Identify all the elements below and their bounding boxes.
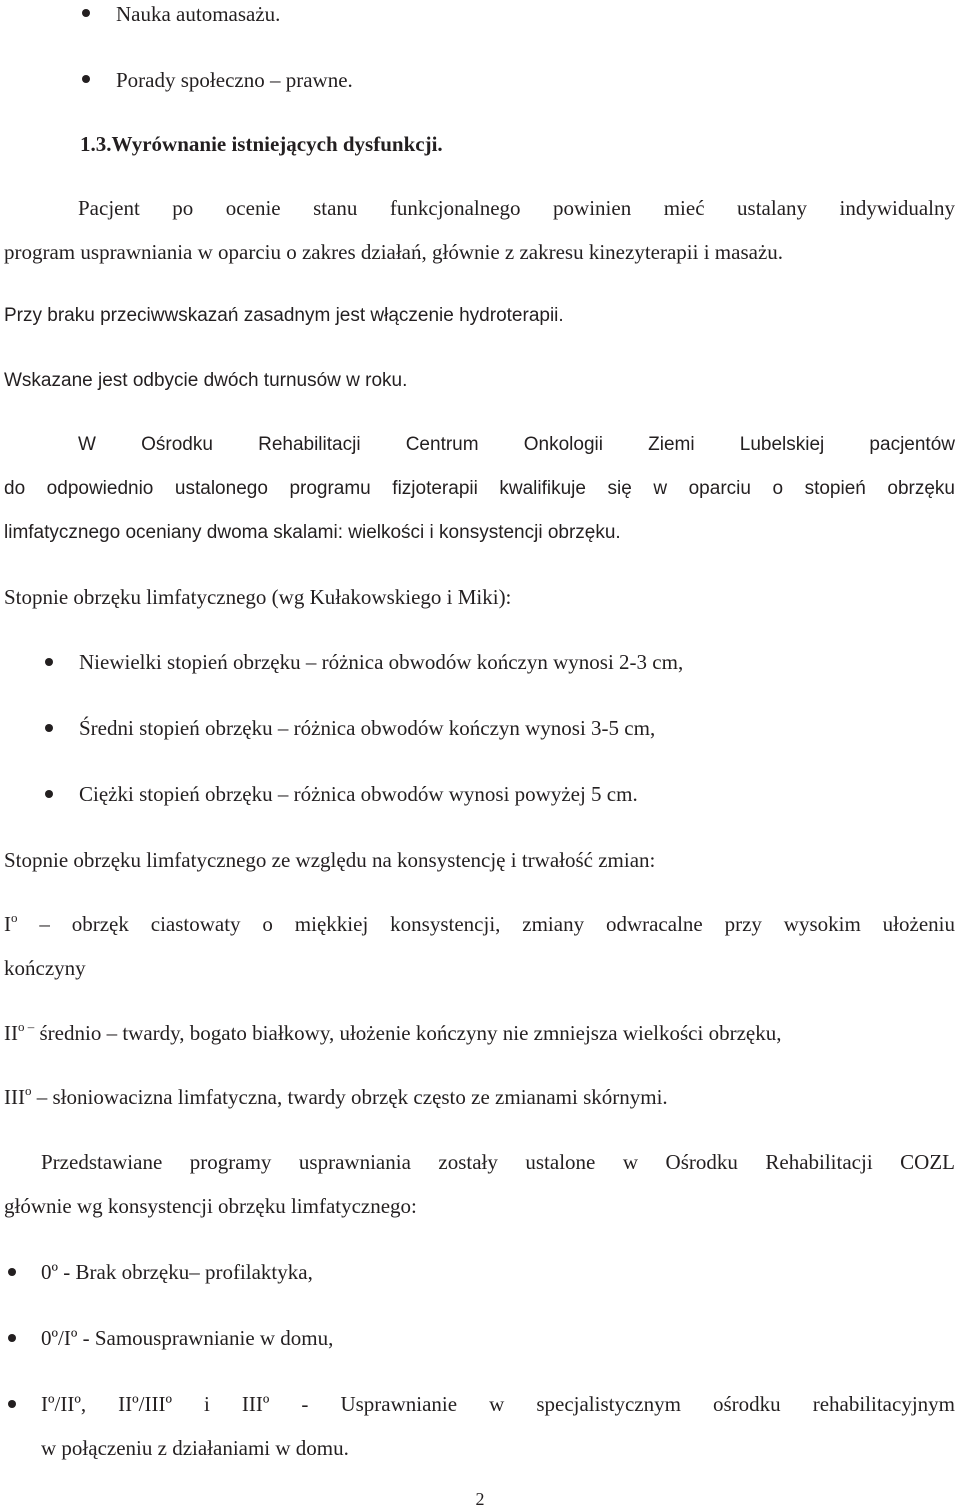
bullet-icon xyxy=(8,1268,16,1276)
program-item-2: 0º/Iº - Samousprawnianie w domu, xyxy=(41,1326,334,1350)
paragraph-1-line-2: program usprawniania w oparciu o zakres działań, głównie z zakresu kinezyterapii i masażu. xyxy=(4,240,784,264)
stages-size-heading: Stopnie obrzęku limfatycznego (wg Kułakowskiego i Miki): xyxy=(4,585,512,609)
stage-size-item-3: Ciężki stopień obrzęku – różnica obwodów wynosi powyżej 5 cm. xyxy=(79,782,638,806)
paragraph-4-line-2: do odpowiednio ustalonego programu fizjoterapii kwalifikuje się w oparciu o stopień obrzęku xyxy=(4,478,955,499)
program-item-3-line-1: Iº/IIº, IIº/IIIº i IIIº - Usprawnianie w specjalistycznym ośrodku rehabilitacyjnym xyxy=(41,1392,955,1416)
bullet-icon xyxy=(8,1334,16,1342)
section-heading: 1.3.Wyrównanie istniejących dysfunkcji. xyxy=(80,132,443,156)
top-bullet-2: Porady społeczno – prawne. xyxy=(116,68,353,92)
bullet-icon xyxy=(82,75,90,83)
bullet-icon xyxy=(8,1400,16,1408)
page-number: 2 xyxy=(475,1489,485,1509)
top-bullet-1: Nauka automasażu. xyxy=(116,2,281,26)
paragraph-1-line-1: Pacjent po ocenie stanu funkcjonalnego powinien mieć ustalany indywidualny xyxy=(78,196,955,220)
stages-consistency-heading: Stopnie obrzęku limfatycznego ze względu na konsystencję i trwałość zmian: xyxy=(4,848,656,872)
paragraph-4-line-3: limfatycznego oceniany dwoma skalami: wielkości i konsystencji obrzęku. xyxy=(4,522,621,543)
stage-II: $II^{o -}$ średnio – twardy, bogato białkowy, ułożenie kończyny nie zmniejsza wielkości obrzęku, xyxy=(4,1019,782,1045)
paragraph-4-line-1: W Ośrodku Rehabilitacji Centrum Onkologii Ziemi Lubelskiej pacjentów xyxy=(78,434,955,455)
paragraph-3: Wskazane jest odbycie dwóch turnusów w roku. xyxy=(4,370,408,391)
paragraph-2: Przy braku przeciwwskazań zasadnym jest włączenie hydroterapii. xyxy=(4,305,564,326)
program-item-3-line-2: w połączeniu z działaniami w domu. xyxy=(41,1436,349,1460)
bullet-icon xyxy=(45,790,53,798)
paragraph-5-line-2: głównie wg konsystencji obrzęku limfatycznego: xyxy=(4,1194,417,1218)
stage-III: III$^o$ – słoniowacizna limfatyczna, twardy obrzęk często ze zmianami skórnymi. xyxy=(4,1083,668,1109)
bullet-icon xyxy=(82,9,90,17)
program-item-1: 0º - Brak obrzęku– profilaktyka, xyxy=(41,1260,313,1284)
stage-I-line-2: kończyny xyxy=(4,956,86,980)
stage-size-item-2: Średni stopień obrzęku – różnica obwodów kończyn wynosi 3-5 cm, xyxy=(79,716,656,740)
bullet-icon xyxy=(45,658,53,666)
bullet-icon xyxy=(45,724,53,732)
stage-size-item-1: Niewielki stopień obrzęku – różnica obwodów kończyn wynosi 2-3 cm, xyxy=(79,650,684,674)
stage-I-line-1: $I^o$ – obrzęk ciastowaty o miękkiej konsystencji, zmiany odwracalne przy wysokim ułożeniu xyxy=(4,910,955,936)
paragraph-5-line-1: Przedstawiane programy usprawniania zostały ustalone w Ośrodku Rehabilitacji COZL xyxy=(41,1150,955,1174)
